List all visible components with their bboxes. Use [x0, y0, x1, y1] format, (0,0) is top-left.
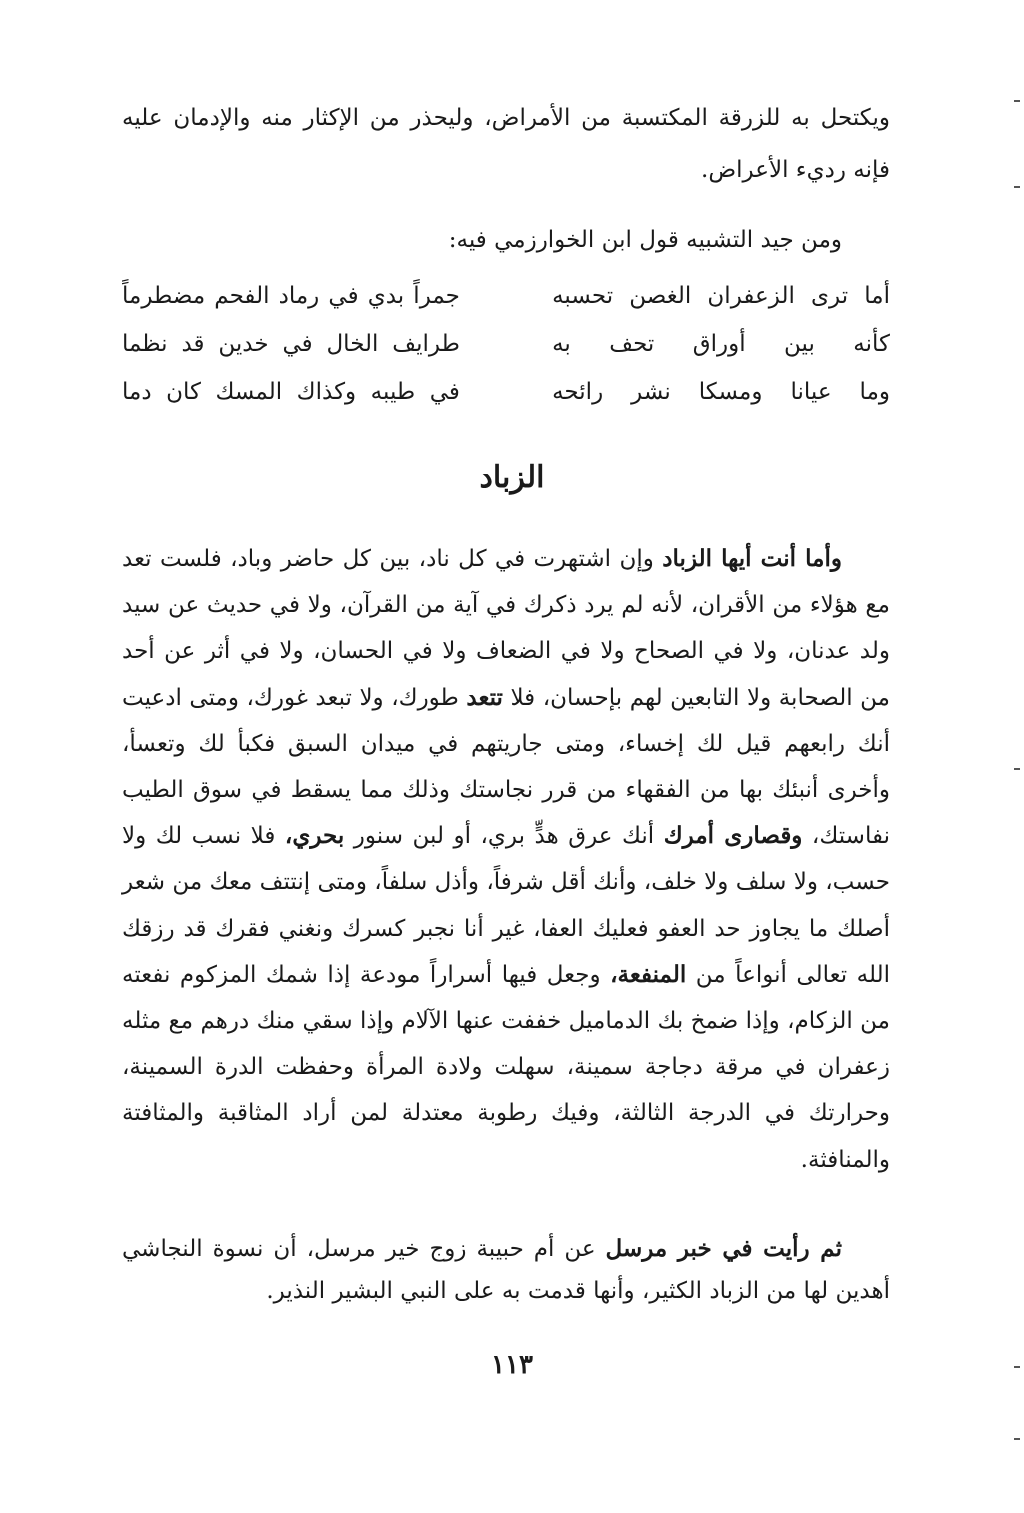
margin-tick-mark — [1014, 768, 1020, 770]
section-title: الزباد — [479, 460, 545, 495]
paragraph-3-text: عن أم حبيبة زوج خير مرسل، أن نسوة النجاشي أهدين لها من الزباد الكثير، وأنها قدمت به على النبي البشير النذير. — [122, 1236, 890, 1304]
margin-tick-mark — [1014, 186, 1020, 188]
paragraph-3-lead: ثم رأيت في خبر مرسل — [605, 1235, 842, 1262]
paragraph-2-text: وإن اشتهرت في كل ناد، بين كل حاضر وباد، فلست تعد مع هؤلاء من الأقران، لأنه لم يرد ذكرك في آية من القرآن، ولا في حديث عن سيد ولد عدنان، ولا في الصحاح ولا في الضعاف ولا في الحسان، ولا في أثر عن أحد من الصحابة ولا التابعين لهم بإحسان، فلا — [122, 546, 890, 711]
poem-verse — [122, 368, 890, 416]
paragraph-1: ويكتحل به للزرقة المكتسبة من الأمراض، وليحذر من الإكثار منه والإدمان عليه فإنه رديء الأعراض. — [122, 105, 890, 183]
poem-verse — [122, 320, 890, 368]
page-number: ١١٣ — [491, 1350, 533, 1380]
paragraph-2-bold-term: المنفعة، — [610, 960, 687, 988]
paragraph-2-lead: وأما أنت أيها الزباد — [662, 545, 842, 572]
poem-verse — [122, 272, 890, 320]
poem-intro: ومن جيد التشبيه قول ابن الخوارزمي فيه: — [448, 227, 842, 253]
paragraph-2-text: فلا نسب لك ولا حسب، ولا سلف ولا خلف، وأنك أقل شرفاً، وأذل سلفاً، ومتى إنتتف معك من شعر أصلك ما يجاوز حد العفو فعليك العفا، غير أنا نجبر كسرك ونغني فقرك قد رزقك الله تعالى أنواعاً من — [122, 823, 890, 988]
paragraph-2-bold-term: وقصارى أمرك — [663, 822, 803, 850]
first-hemistich: وما عيانا ومسكا نشر رائحه — [552, 379, 890, 405]
paragraph-2 — [122, 536, 890, 1183]
paragraph-3 — [122, 1228, 890, 1312]
first-hemistich: كأنه بين أوراق تحف به — [552, 331, 890, 357]
margin-tick-mark — [1014, 100, 1020, 102]
poem — [122, 272, 890, 416]
first-hemistich: أما ترى الزعفران الغصن تحسبه — [552, 283, 890, 309]
paragraph-2-text: طورك، ولا تبعد غورك، ومتى ادعيت أنك رابعهم قيل لك إخساء، ومتى جاريتهم في ميدان السبق فكبأ لك وتعسأ، وأخرى أنبئك بها من الفقهاء من قرر نجاستك وذلك مما يسقط في سوق الطيب نفاستك، — [122, 684, 890, 850]
second-hemistich: جمراً بدي في رماد الفحم مضطرماً — [122, 283, 460, 309]
margin-tick-mark — [1014, 1438, 1020, 1440]
paragraph-2-bold-term: تتعد — [466, 683, 503, 711]
paragraph-2-text: أنك عرق هدٍّ بري، أو لبن سنور — [344, 823, 664, 850]
paragraph-2-bold-term: بحري، — [284, 822, 345, 850]
paragraph-2-text: وجعل فيها أسراراً مودعة إذا شمك المزكوم نفعته من الزكام، وإذا ضمخ بك الدماميل خففت عنها الآلام وإذا سقي منك درهم مع مثله زعفران في مرقة دجاجة سمينة، سهلت ولادة المرأة وحفظت الدرة السمينة، وحرارتك في الدرجة الثالثة، وفيك رطوبة معتدلة لمن أراد المثاقبة والمثافتة والمنافثة. — [122, 961, 890, 1173]
second-hemistich: طرايف الخال في خدين قد نظما — [122, 331, 460, 357]
second-hemistich: في طيبه وكذاك المسك كان دما — [122, 379, 460, 405]
